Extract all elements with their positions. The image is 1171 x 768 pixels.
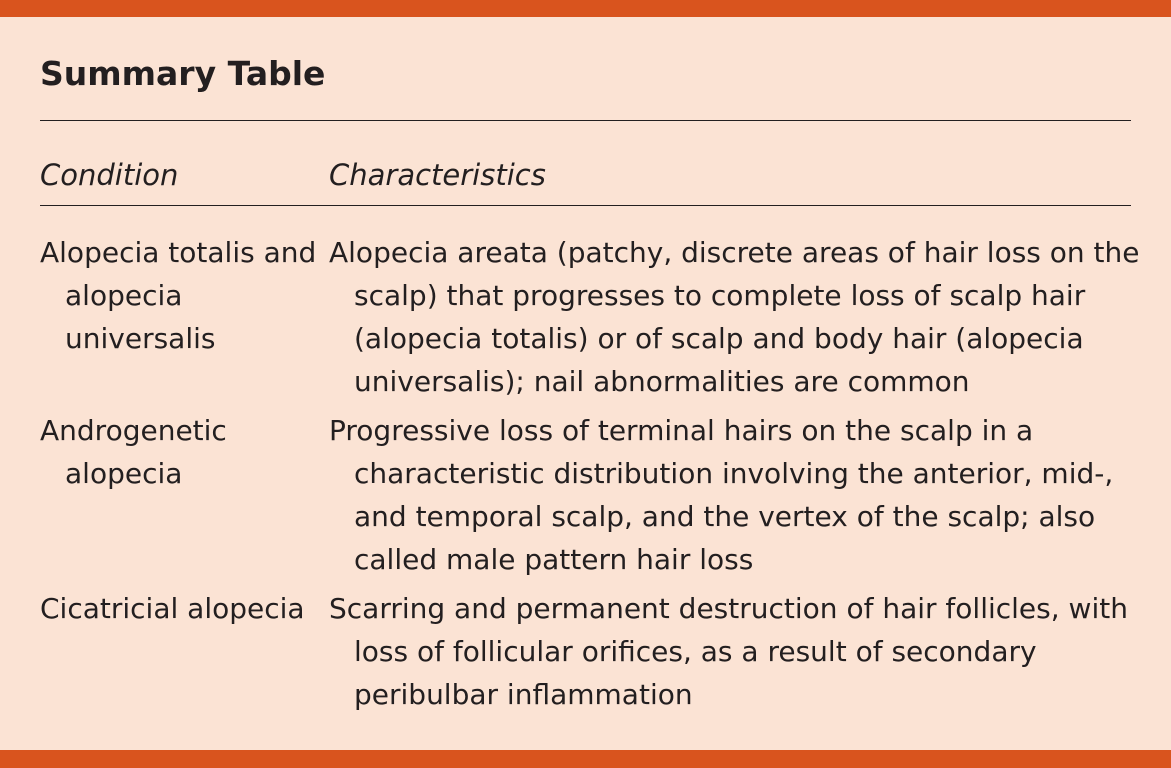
condition-cell: Alopecia totalis and alopecia universalis xyxy=(40,236,317,355)
bottom-accent-bar xyxy=(0,750,1171,768)
title-divider xyxy=(40,120,1131,121)
top-accent-bar xyxy=(0,0,1171,17)
condition-cell: Cicatricial alopecia xyxy=(40,592,305,625)
column-header-characteristics: Characteristics xyxy=(329,158,546,192)
table-title: Summary Table xyxy=(40,54,326,93)
condition-cell: Androgenetic alopecia xyxy=(40,414,227,490)
characteristics-cell: Alopecia areata (patchy, discrete areas of hair loss on the scalp) that progresses to complete loss of scalp hair (alopecia totalis) or of scalp and body hair (alopecia universalis); nail abnormalities are common xyxy=(329,236,1140,398)
column-header-condition: Condition xyxy=(40,158,179,192)
characteristics-cell: Scarring and permanent destruction of hair follicles, with loss of follicular orifices, as a result of secondary peribulbar inflammation xyxy=(329,592,1128,711)
characteristics-cell: Progressive loss of terminal hairs on the scalp in a characteristic distribution involving the anterior, mid-, and temporal scalp, and the vertex of the scalp; also called male pattern hair loss xyxy=(329,414,1114,576)
header-divider xyxy=(40,205,1131,206)
